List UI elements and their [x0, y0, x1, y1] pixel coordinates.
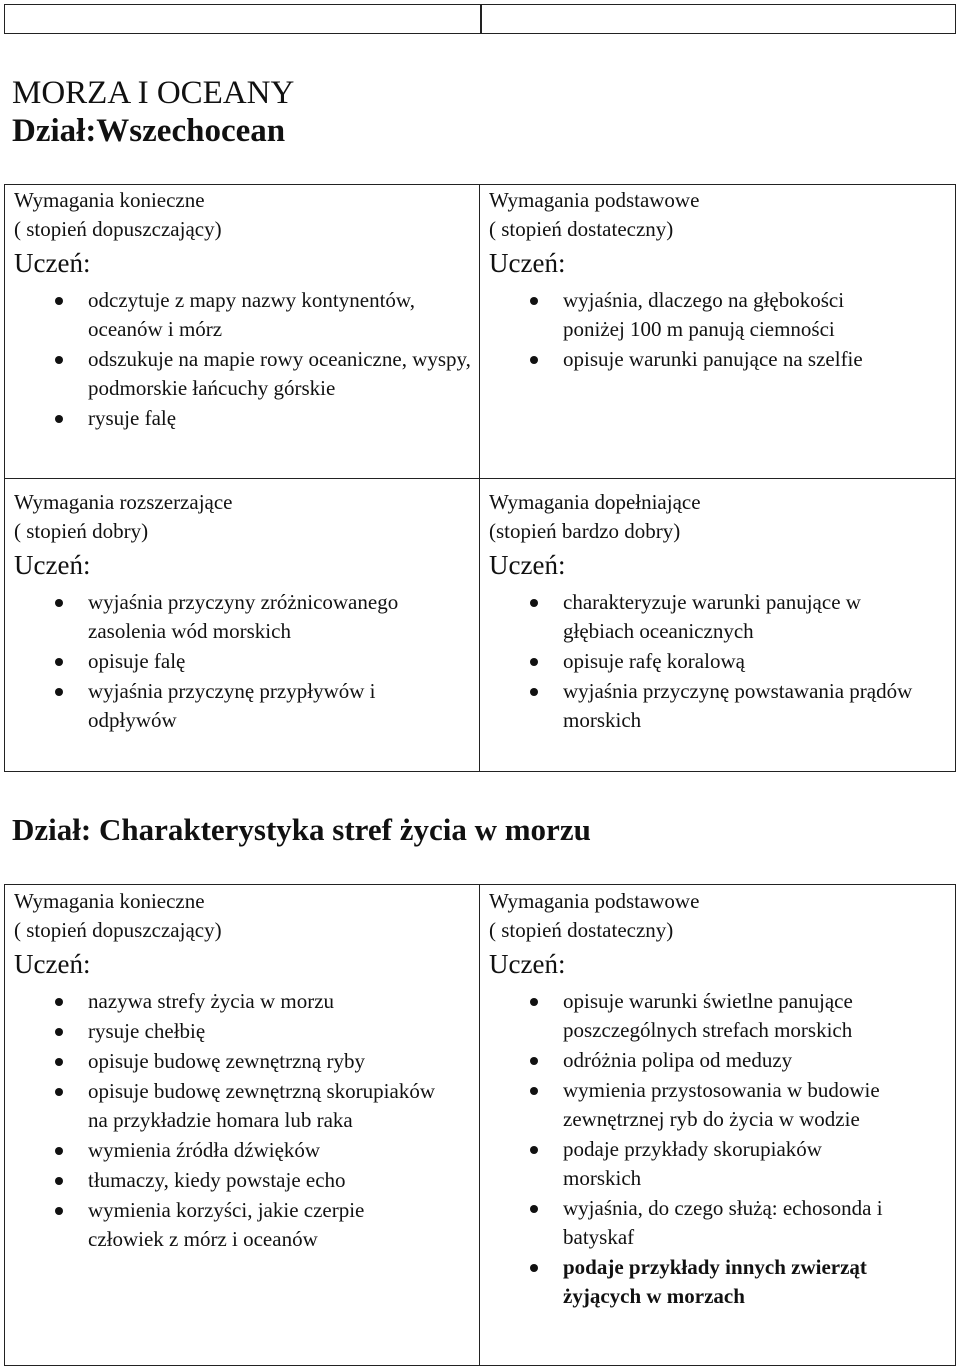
requirements-cell — [4, 488, 499, 736]
uczen-label: Uczeń: — [489, 248, 566, 278]
list-item: podaje przykłady innych zwierząt żyjących w morzach — [563, 1253, 933, 1311]
uczen-label: Uczeń: — [489, 550, 566, 580]
requirements-heading: Wymagania konieczne — [14, 188, 205, 212]
requirements-list — [14, 286, 489, 433]
requirements-heading: Wymagania dopełniające — [489, 490, 701, 514]
requirements-list — [14, 588, 489, 735]
list-item: opisuje budowę zewnętrzną ryby — [88, 1047, 489, 1076]
requirements-cell — [479, 887, 960, 1312]
requirements-heading: Wymagania podstawowe — [489, 889, 700, 913]
section1-horizontal-divider — [4, 478, 956, 479]
requirements-list — [14, 987, 489, 1254]
requirements-list — [489, 588, 960, 735]
grade-level: ( stopień dopuszczający) — [14, 217, 222, 241]
list-item: opisuje budowę zewnętrzną skorupiaków na przykładzie homara lub raka — [88, 1077, 458, 1135]
requirements-cell — [4, 887, 499, 1255]
requirements-heading: Wymagania konieczne — [14, 889, 205, 913]
list-item: tłumaczy, kiedy powstaje echo — [88, 1166, 489, 1195]
list-item: wymienia przystosowania w budowie zewnętrznej ryb do życia w wodzie — [563, 1076, 948, 1134]
uczen-label: Uczeń: — [14, 949, 91, 979]
list-item: odczytuje z mapy nazwy kontynentów, oceanów i mórz — [88, 286, 468, 344]
list-item: odróżnia polipa od meduzy — [563, 1046, 960, 1075]
list-item: rysuje falę — [88, 404, 489, 433]
list-item: wymienia korzyści, jakie czerpie człowiek z mórz i oceanów — [88, 1196, 433, 1254]
section2-title: Dział: Charakterystyka stref życia w morzu — [12, 812, 591, 847]
list-item: rysuje chełbię — [88, 1017, 489, 1046]
grade-level: ( stopień dobry) — [14, 519, 149, 543]
requirements-heading: Wymagania podstawowe — [489, 188, 700, 212]
list-item: wyjaśnia przyczynę powstawania prądów morskich — [563, 677, 933, 735]
list-item: opisuje warunki świetlne panujące poszczególnych strefach morskich — [563, 987, 893, 1045]
requirements-cell — [4, 186, 499, 434]
uczen-label: Uczeń: — [489, 949, 566, 979]
requirements-cell — [479, 488, 960, 736]
list-item: nazywa strefy życia w morzu — [88, 987, 489, 1016]
grade-level: ( stopień dopuszczający) — [14, 918, 222, 942]
list-item: podaje przykłady skorupiaków morskich — [563, 1135, 883, 1193]
requirements-list — [489, 987, 960, 1311]
uczen-label: Uczeń: — [14, 248, 91, 278]
list-item: wyjaśnia, do czego służą: echosonda i batyskaf — [563, 1194, 948, 1252]
requirements-list — [489, 286, 960, 374]
page-title: MORZA I OCEANY — [12, 75, 295, 111]
list-item: wyjaśnia, dlaczego na głębokości poniżej 100 m panują ciemności — [563, 286, 903, 344]
list-item: odszukuje na mapie rowy oceaniczne, wyspy, podmorskie łańcuchy górskie — [88, 345, 478, 403]
section1-title: Dział:Wszechocean — [12, 113, 286, 149]
grade-level: ( stopień dostateczny) — [489, 918, 674, 942]
uczen-label: Uczeń: — [14, 550, 91, 580]
requirements-heading: Wymagania rozszerzające — [14, 490, 233, 514]
list-item: charakteryzuje warunki panujące w głębiach oceanicznych — [563, 588, 933, 646]
list-item: opisuje falę — [88, 647, 489, 676]
list-item: wyjaśnia przyczyny zróżnicowanego zasolenia wód morskich — [88, 588, 468, 646]
grade-level: (stopień bardzo dobry) — [489, 519, 681, 543]
grade-level: ( stopień dostateczny) — [489, 217, 674, 241]
list-item: opisuje warunki panujące na szelfie — [563, 345, 960, 374]
top-empty-cell-left — [4, 4, 482, 34]
list-item: opisuje rafę koralową — [563, 647, 960, 676]
list-item: wymienia źródła dźwięków — [88, 1136, 489, 1165]
top-empty-cell-right — [480, 4, 956, 34]
requirements-cell — [479, 186, 960, 375]
list-item: wyjaśnia przyczynę przypływów i odpływów — [88, 677, 438, 735]
